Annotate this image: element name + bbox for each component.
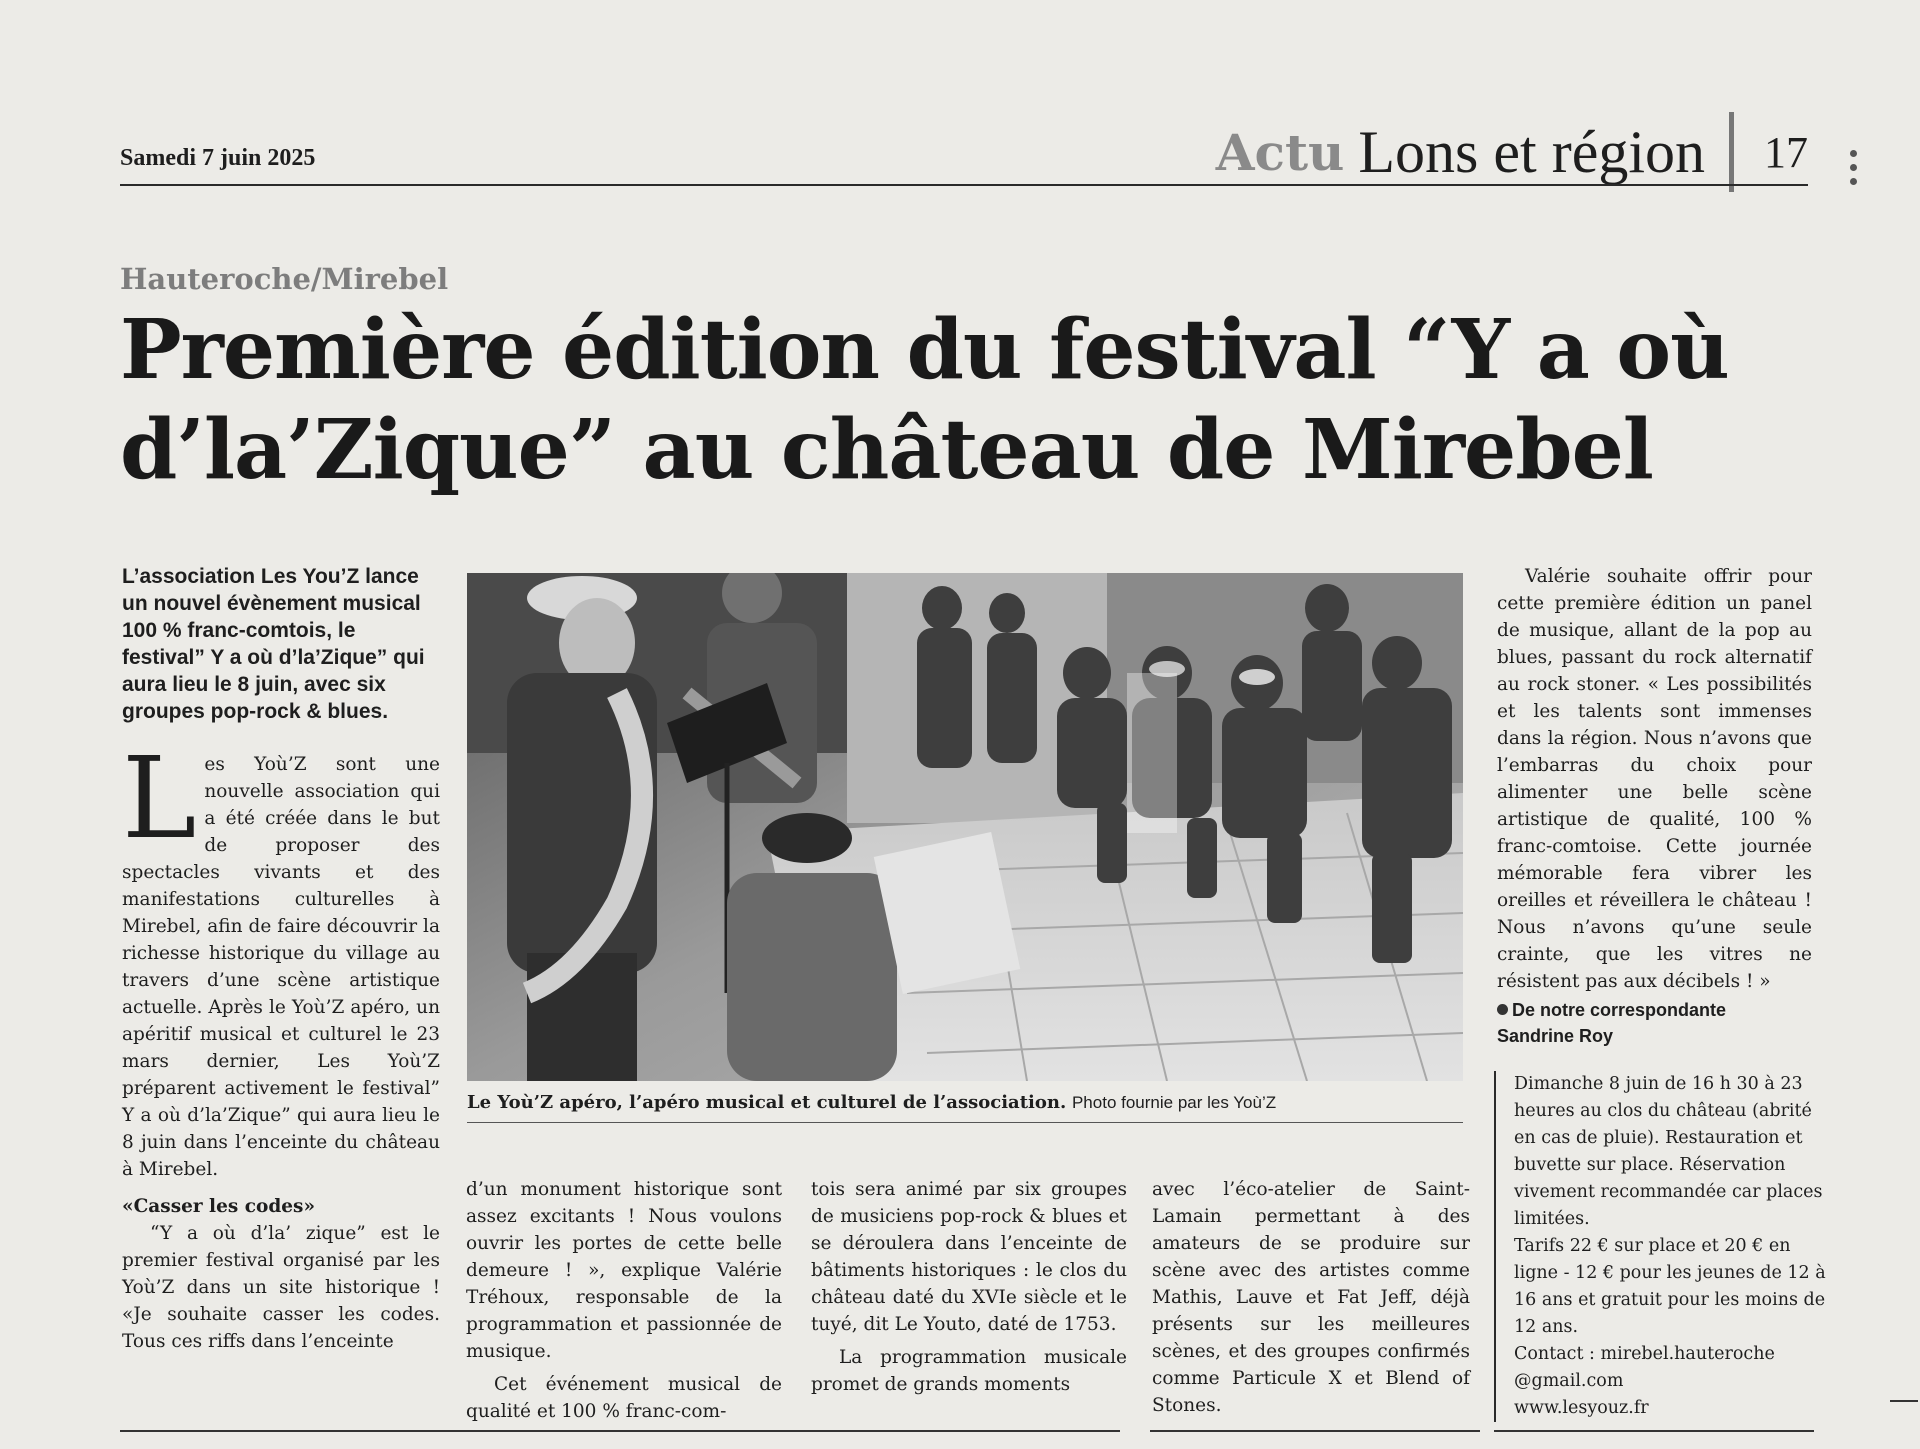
bullet-icon	[1497, 1004, 1508, 1015]
photo-caption	[467, 1090, 1467, 1116]
column-1	[122, 563, 440, 1355]
drop-cap: L	[122, 734, 197, 864]
info-prices: Tarifs 22 € sur place et 20 € en ligne - 12 € pour les jeunes de 12 à 16 ans et gratuit pour les moins de 12 ans.	[1514, 1236, 1826, 1337]
column-4	[1152, 1176, 1470, 1419]
caption-rule	[467, 1122, 1463, 1123]
paragraph-4: avec l’éco-atelier de Saint-Lamain permettant à des amateurs de se produire sur scène avec des artistes comme Mathis, Lauve et Fat Jeff, déjà présents sur les meilleures scènes, et des groupes confirmés comme Particule X et Blend of Stones.	[1152, 1179, 1470, 1416]
header-rule	[120, 184, 1808, 186]
section-title: Lons et région	[1358, 118, 1705, 185]
paragraph-2: “Y a où d’la’ zique” est le premier festival organisé par les Yoù’Z dans un site historique ! «Je souhaite casser les codes. Tous ces riffs dans l’enceinte	[122, 1223, 440, 1352]
paragraph-1-text: es Yoù’Z sont une nouvelle association qui a été créée dans le but de proposer des spectacles vivants et des manifestations culturelles à Mirebel, afin de faire découvrir la richesse historique du village au travers d’une scène artistique actuelle. Après le Yoù’Z apéro, un apéritif musical et culturel le 23 mars dernier, Les Yoù’Z préparent activement le festival” Y a où d’la’Zique” qui aura lieu le 8 juin dans l’enceinte du château à Mirebel.	[122, 754, 440, 1180]
info-schedule: Dimanche 8 juin de 16 h 30 à 23 heures au clos du château (abrité en cas de pluie). Restauration et buvette sur place. Réservation vivement recommandée car places limitées.	[1514, 1074, 1823, 1229]
byline	[1497, 997, 1812, 1049]
photo-credit: Photo fournie par les Yoù’Z	[1071, 1093, 1277, 1112]
paragraph-4-start: La programmation musicale promet de grands moments	[811, 1347, 1127, 1395]
byline-role: De notre correspondante	[1512, 1000, 1727, 1020]
paragraph-1	[122, 734, 440, 1183]
section-prefix: Actu	[1215, 122, 1345, 182]
article-lead: L’association Les You’Z lance un nouvel évènement musical 100 % franc-comtois, le festival” Y a où d’la’Zique” qui aura lieu le 8 juin, avec six groupes pop-rock & blues.	[122, 565, 425, 723]
caption-text: Le Yoù’Z apéro, l’apéro musical et culturel de l’association.	[467, 1092, 1067, 1113]
paragraph-5: Valérie souhaite offrir pour cette première édition un panel de musique, allant de la pop au blues, passant du rock alternatif au rock stoner. « Les possibilités et les talents sont immenses dans la région. Nous n’avons que l’embarras du choix pour alimenter une belle scène artistique de qualité, 100 % franc-comtoise. Cette journée mémorable fera vibrer les oreilles et réveillera le château ! Nous n’avons qu’une seule crainte, que les vitres ne résistent pas aux décibels ! »	[1497, 566, 1812, 992]
article-kicker: Hauteroche/Mirebel	[120, 262, 449, 296]
page-number: 17	[1764, 127, 1808, 177]
bottom-rule-mid	[1150, 1430, 1480, 1432]
page-header	[1216, 112, 1808, 192]
info-website: www.lesyouz.fr	[1514, 1398, 1649, 1418]
bottom-rule-left	[120, 1430, 1120, 1432]
paragraph-3-start: Cet événement musical de qualité et 100 % franc-com-	[466, 1374, 782, 1422]
paragraph-3: tois sera animé par six groupes de musiciens pop-rock & blues et se déroulera dans l’enceinte de bâtiments historiques : le clos du château daté du XVIe siècle et le tuyé, dit Le Youto, daté de 1753.	[811, 1179, 1127, 1335]
paragraph-2-continued: d’un monument historique sont assez excitants ! Nous voulons ouvrir les portes de cette belle demeure ! », explique Valérie Tréhoux, responsable de la programmation et passionnée de musique.	[466, 1179, 782, 1362]
column-2	[466, 1176, 782, 1425]
margin-mark	[1890, 1400, 1918, 1402]
info-contact: Contact : mirebel.hauteroche @gmail.com	[1514, 1344, 1775, 1391]
column-3	[811, 1176, 1127, 1398]
issue-date: Samedi 7 juin 2025	[120, 145, 316, 171]
concert-photo	[467, 573, 1463, 1081]
binding-dots-icon	[1850, 150, 1858, 192]
article-headline: Première édition du festival “Y a où d’la’Zique” au château de Mirebel	[120, 302, 1729, 498]
column-5	[1497, 563, 1812, 1049]
header-divider	[1729, 112, 1734, 192]
practical-info-box	[1494, 1071, 1832, 1422]
byline-name: Sandrine Roy	[1497, 1026, 1614, 1046]
concert-photo-image	[467, 573, 1463, 1081]
subheading: «Casser les codes»	[122, 1196, 316, 1217]
bottom-rule-right	[1494, 1430, 1814, 1432]
